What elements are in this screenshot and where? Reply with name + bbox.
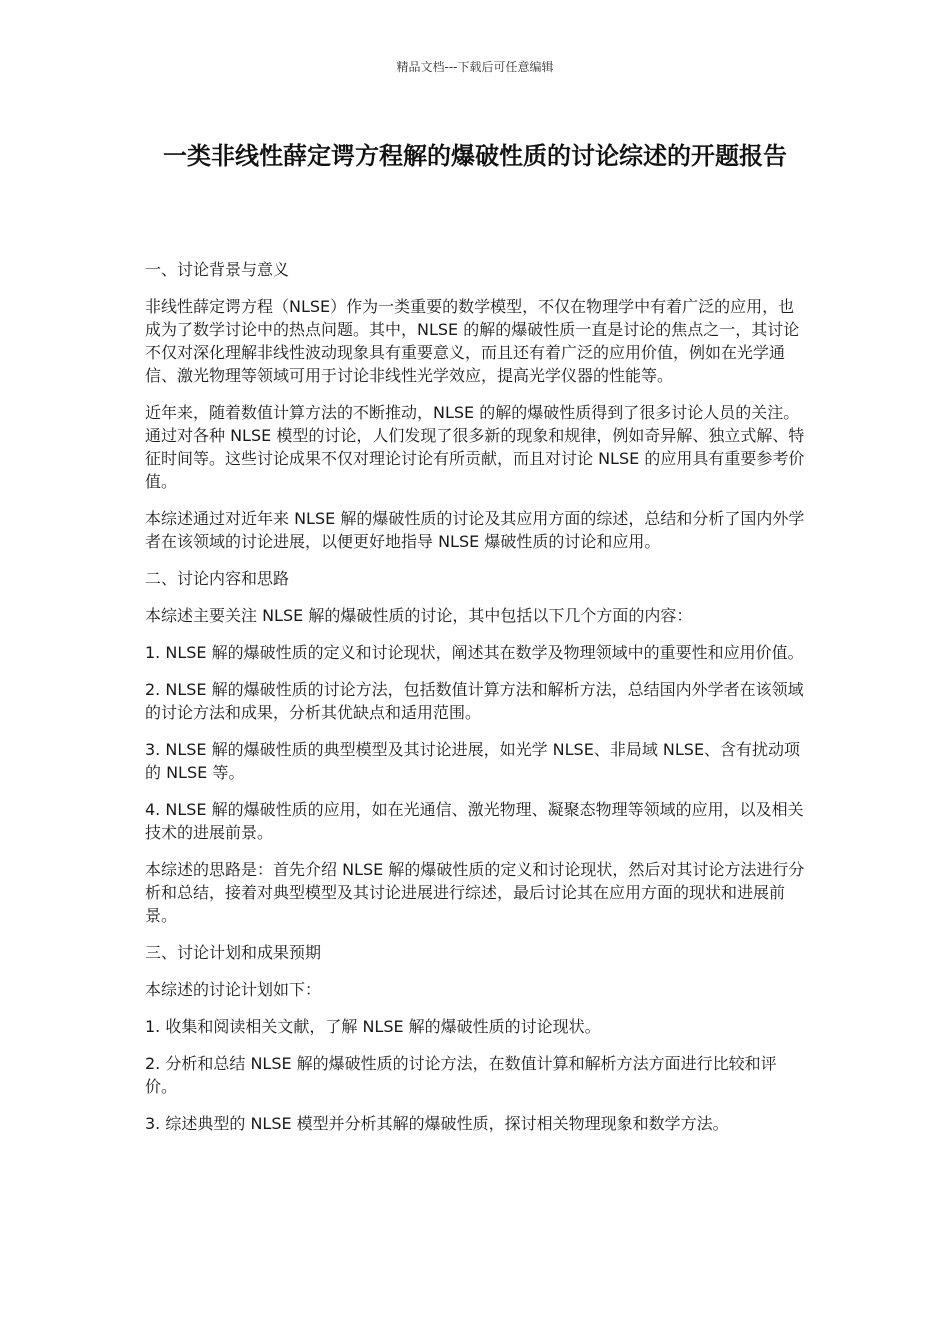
list-item: 3. 综述典型的 NLSE 模型并分析其解的爆破性质，探讨相关物理现象和数学方法。 (145, 1114, 729, 1133)
list-item: 3. NLSE 解的爆破性质的典型模型及其讨论进展，如光学 NLSE、非局域 NLSE、含有扰动项的 NLSE 等。 (145, 740, 801, 782)
section-heading-background: 一、讨论背景与意义 (145, 260, 290, 279)
paragraph: 本综述主要关注 NLSE 解的爆破性质的讨论，其中包括以下几个方面的内容： (145, 606, 693, 625)
list-item: 4. NLSE 解的爆破性质的应用，如在光通信、激光物理、凝聚态物理等领域的应用，以及相关技术的进展前景。 (145, 800, 804, 842)
section-heading-content: 二、讨论内容和思路 (145, 569, 290, 588)
paragraph: 本综述的思路是：首先介绍 NLSE 解的爆破性质的定义和讨论现状，然后对其讨论方法进行分析和总结，接着对典型模型及其讨论进展进行综述，最后讨论其在应用方面的现状和进展前景。 (145, 860, 805, 925)
document-title: 一类非线性薛定谔方程解的爆破性质的讨论综述的开题报告 (163, 142, 787, 170)
list-item: 2. 分析和总结 NLSE 解的爆破性质的讨论方法，在数值计算和解析方法方面进行比较和评价。 (145, 1054, 777, 1096)
section-heading-plan: 三、讨论计划和成果预期 (145, 943, 322, 962)
paragraph: 本综述的讨论计划如下： (145, 980, 322, 999)
paragraph: 本综述通过对近年来 NLSE 解的爆破性质的讨论及其应用方面的综述，总结和分析了国内外学者在该领域的讨论进展，以便更好地指导 NLSE 爆破性质的讨论和应用。 (145, 509, 805, 551)
list-item: 1. NLSE 解的爆破性质的定义和讨论现状，阐述其在数学及物理领域中的重要性和应用价值。 (145, 643, 804, 662)
paragraph: 非线性薛定谔方程（NLSE）作为一类重要的数学模型，不仅在物理学中有着广泛的应用，也成为了数学讨论中的热点问题。其中，NLSE 的解的爆破性质一直是讨论的焦点之一，其讨论不仅对深化理解非线性波动现象具有重要意义，而且还有着广泛的应用价值，例如在光学通信、激光物理等领域可用于讨论非线性光学效应，提高光学仪器的性能等。 (145, 297, 800, 385)
header-note: 精品文档---下载后可任意编辑 (396, 60, 554, 74)
list-item: 2. NLSE 解的爆破性质的讨论方法，包括数值计算方法和解析方法，总结国内外学者在该领域的讨论方法和成果，分析其优缺点和适用范围。 (145, 680, 804, 722)
paragraph: 近年来，随着数值计算方法的不断推动，NLSE 的解的爆破性质得到了很多讨论人员的关注。通过对各种 NLSE 模型的讨论，人们发现了很多新的现象和规律，例如奇异解、独立式解、特征时间等。这些讨论成果不仅对理论讨论有所贡献，而且对讨论 NLSE 的应用具有重要参考价值。 (145, 403, 805, 491)
document-body (145, 258, 807, 1149)
list-item: 1. 收集和阅读相关文献，了解 NLSE 解的爆破性质的讨论现状。 (145, 1017, 601, 1036)
